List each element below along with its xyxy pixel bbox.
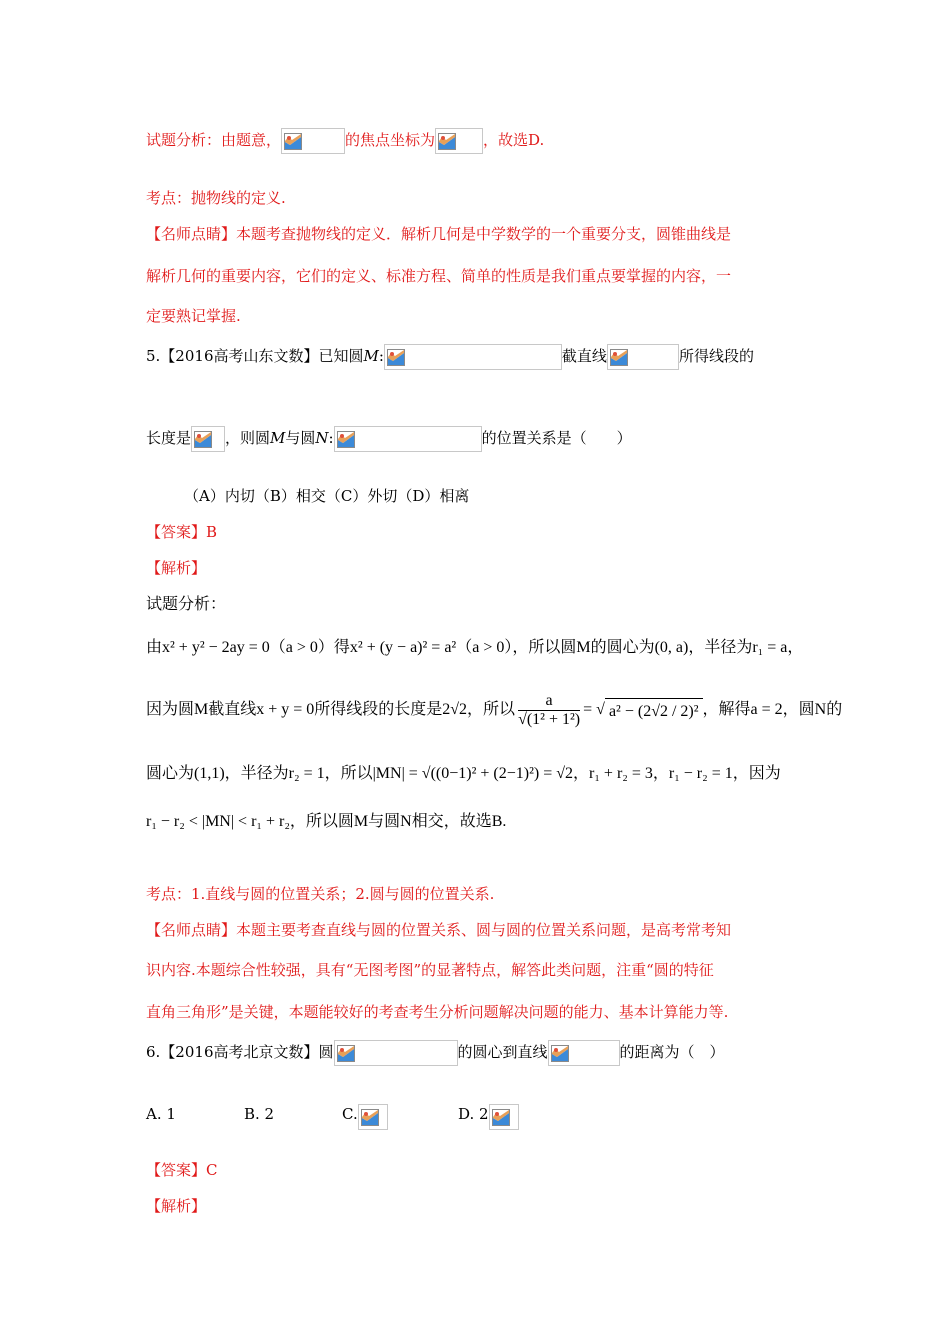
mingshi-line: 直角三角形”是关键，本题能较好的考查考生分析问题解决问题的能力、基本计算能力等. <box>146 1003 729 1021</box>
question-6-line1 <box>146 1040 725 1066</box>
broken-image-icon <box>337 1045 355 1062</box>
formula-image <box>607 344 679 370</box>
jiexi-heading: 【解析】 <box>146 559 207 577</box>
question-text: 6.【2016高考北京文数】圆 <box>146 1043 334 1061</box>
broken-image-icon <box>361 1109 379 1126</box>
question-text: ，则圆 <box>225 429 271 447</box>
question-text: 5.【2016高考山东文数】已知圆 <box>146 347 364 365</box>
question-text: 与圆 <box>285 429 316 447</box>
option-a: A. 1 <box>146 1105 176 1123</box>
fraction-denominator: √(1² + 1²) <box>518 710 581 728</box>
formula-image <box>384 344 562 370</box>
formula-image <box>548 1040 620 1066</box>
question-text: 的位置关系是（ ） <box>481 429 632 447</box>
formula-image <box>358 1104 388 1130</box>
question-5-line2 <box>146 426 632 452</box>
question-text: 截直线 <box>561 347 607 365</box>
option-d-label: D. 2 <box>458 1105 489 1123</box>
kaodian-line: 考点：1.直线与圆的位置关系；2.圆与圆的位置关系. <box>146 885 495 903</box>
question-text: : <box>328 429 334 447</box>
option-c <box>342 1104 388 1130</box>
solution-line: 圆心为(1,1)，半径为r₂ = 1，所以|MN| = √((0−1)² + (2−1)²) = √2，r₁ + r₂ = 3，r₁ − r₂ = 1，因为 <box>146 765 781 782</box>
mingshi-line: 解析几何的重要内容，它们的定义、标准方程、简单的性质是我们重点要掌握的内容，一 <box>146 267 732 285</box>
broken-image-icon <box>337 431 355 448</box>
question-text: M <box>270 429 286 447</box>
solution-text: ，解得a = 2，圆N的 <box>702 701 843 718</box>
question-5-line1 <box>146 344 754 370</box>
broken-image-icon <box>492 1109 510 1126</box>
formula-image <box>435 128 483 154</box>
radical-expression: a² − (2√2 / 2)² <box>605 698 703 723</box>
broken-image-icon <box>438 133 456 150</box>
mingshi-line: 定要熟记掌握. <box>146 307 241 325</box>
jiexi-heading: 【解析】 <box>146 1197 207 1215</box>
kaodian-line: 考点：抛物线的定义. <box>146 189 286 207</box>
analysis-heading: 试题分析： <box>146 594 227 613</box>
question-text: N <box>315 429 329 447</box>
fraction <box>518 692 580 729</box>
question-text: 长度是 <box>146 429 192 447</box>
solution-text: = <box>583 701 593 718</box>
broken-image-icon <box>387 349 405 366</box>
option-d <box>458 1104 519 1130</box>
answer-line: 【答案】C <box>146 1161 218 1179</box>
analysis-lead: 试题分析：由题意， <box>146 131 282 149</box>
formula-image <box>334 1040 458 1066</box>
broken-image-icon <box>551 1045 569 1062</box>
analysis-end: ，故选D. <box>483 131 545 149</box>
formula-image <box>334 426 482 452</box>
mingshi-line: 【名师点睛】本题考查抛物线的定义．解析几何是中学数学的一个重要分支，圆锥曲线是 <box>146 225 732 243</box>
mingshi-line: 【名师点睛】本题主要考查直线与圆的位置关系、圆与圆的位置关系问题，是高考常考知 <box>146 921 732 939</box>
solution-text: 因为圆M截直线x + y = 0所得线段的长度是2√2，所以 <box>146 701 516 718</box>
broken-image-icon <box>194 431 212 448</box>
broken-image-icon <box>610 349 628 366</box>
question-text: : <box>378 347 384 365</box>
question-text: 所得线段的 <box>678 347 754 365</box>
formula-image <box>281 128 345 154</box>
solution-line: r₁ − r₂ < |MN| < r₁ + r₂，所以圆M与圆N相交，故选B. <box>146 813 507 830</box>
question-text: 的圆心到直线 <box>457 1043 548 1061</box>
analysis-mid: 的焦点坐标为 <box>345 131 436 149</box>
option-b: B. 2 <box>244 1105 275 1123</box>
fraction-numerator: a <box>518 692 580 711</box>
question-5-options: （A）内切（B）相交（C）外切（D）相离 <box>184 487 470 505</box>
analysis-line <box>146 128 544 154</box>
formula-image <box>191 426 225 452</box>
question-text: M <box>363 347 379 365</box>
broken-image-icon <box>284 133 302 150</box>
question-text: 的距离为（ ） <box>619 1043 725 1061</box>
solution-line: 由x² + y² − 2ay = 0（a > 0）得x² + (y − a)² = a²（a > 0），所以圆M的圆心为(0, a)，半径为r₁ = a， <box>146 639 804 656</box>
formula-image <box>489 1104 519 1130</box>
option-c-label: C. <box>342 1105 358 1123</box>
mingshi-line: 识内容.本题综合性较强，具有“无图考图”的显著特点，解答此类问题，注重“圆的特征 <box>146 961 714 979</box>
answer-line: 【答案】B <box>146 523 218 541</box>
solution-line: 因为圆M截直线x + y = 0所得线段的长度是2√2，所以 $\frac{a}{\text{√(1² + 1²)}}$ = √ a² − (2√2 / 2)² ，解得a = 2，圆N的 <box>146 691 843 728</box>
